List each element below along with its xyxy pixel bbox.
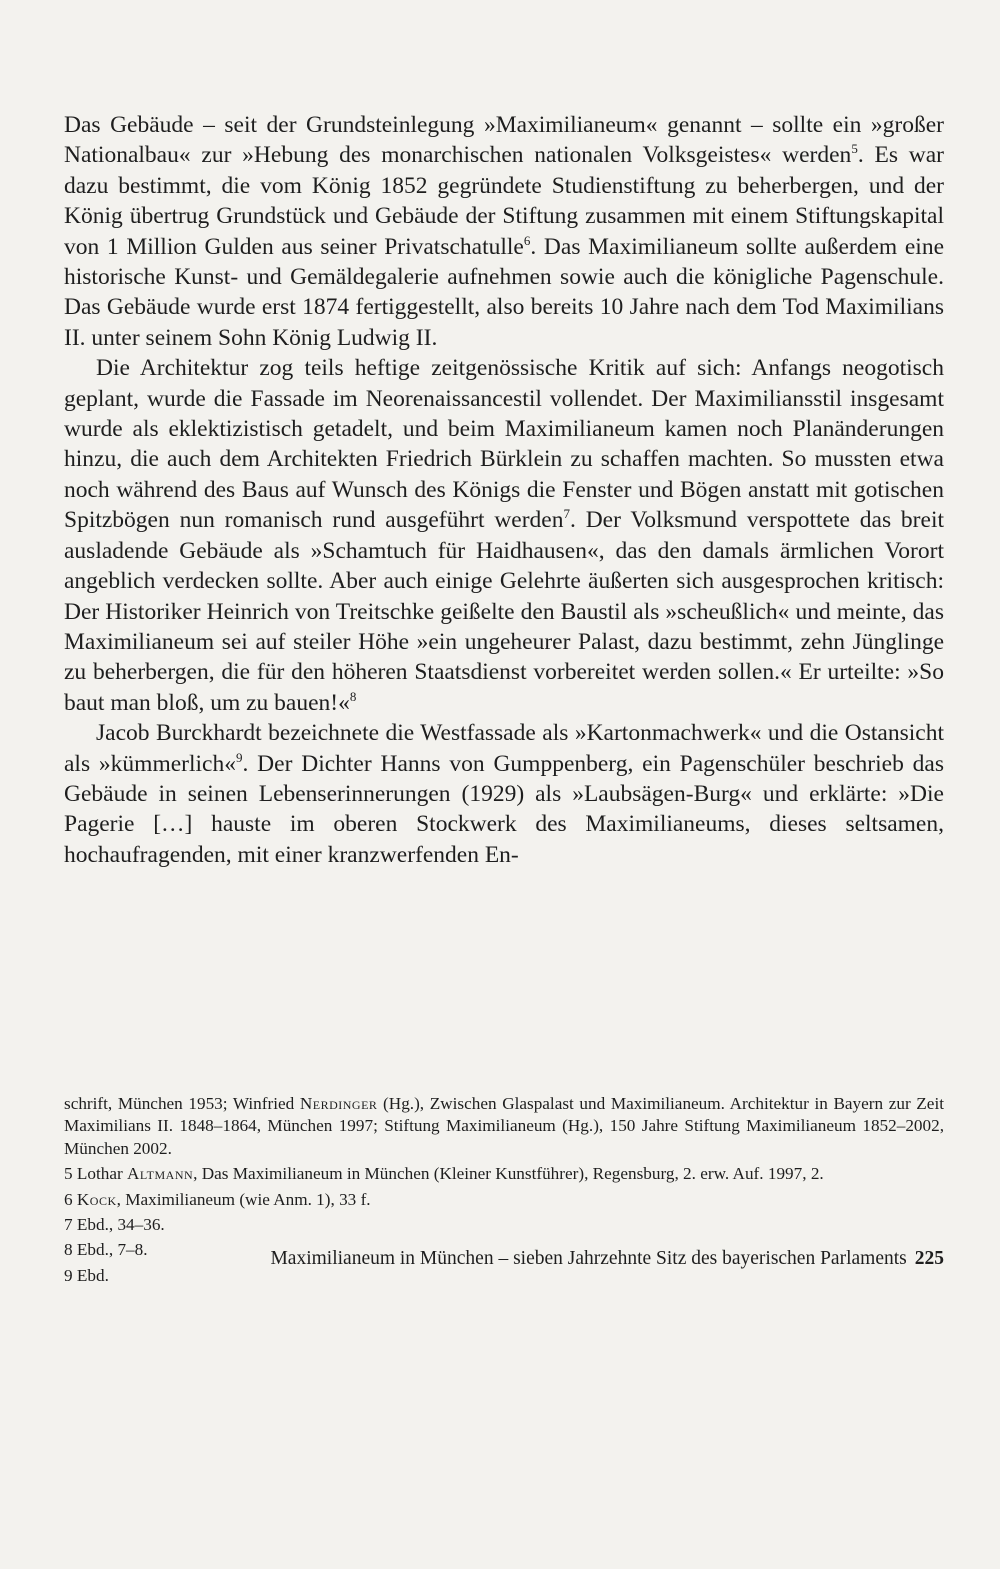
paragraph-3 — [64, 718, 944, 870]
footnote-7 — [64, 1214, 944, 1236]
page-number: 225 — [914, 1248, 944, 1269]
paragraph-3-part-b: . Der Dichter Hanns von Gumppenberg, ein Pagenschüler beschrieb das Gebäude in seinen Lebenserinnerungen (1929) als »Laubsägen-Burg« und erklärte: »Die Pagerie […] hauste im oberen Stockwerk des Maximilianeums, dieses seltsamen, hochaufragenden, mit einer kranzwerfenden En- — [64, 750, 944, 868]
footnote-5 — [64, 1163, 944, 1185]
footnote-ref-7: 7 — [563, 506, 570, 522]
footnote-author-nerdinger: Nerdinger — [299, 1094, 378, 1113]
footnote-continuation-text-a: schrift, München 1953; Winfried — [64, 1094, 300, 1113]
paragraph-2-part-a: Die Architektur zog teils heftige zeitgenössische Kritik auf sich: Anfangs neogotisch geplant, wurde die Fassade im Neorenaissancestil vollendet. Der Maximiliansstil insgesamt wurde als eklektizistisch getadelt, und beim Maximilianeum kamen noch Planänderungen hinzu, die auch dem Architekten Friedrich Bürklein zu schaffen machten. So mussten etwa noch während des Baus auf Wunsch des Königs die Fenster und Bögen anstatt mit gotischen Spitzbögen nun romanisch rund ausgeführt werden — [64, 355, 944, 534]
footnote-9-number: 9 — [64, 1265, 73, 1285]
paragraph-1-part-c: . Das Maximilianeum sollte außerdem eine historische Kunst- und Gemäldegalerie aufnehmen sowie auch die königliche Pagenschule. Das Gebäude wurde erst 1874 fertiggestellt, also bereits 10 Jahre nach dem Tod Maximilians II. unter seinem Sohn König Ludwig II. — [64, 233, 945, 351]
main-text — [64, 110, 944, 870]
footnote-9-text: Ebd. — [76, 1265, 109, 1285]
footnote-ref-9: 9 — [235, 749, 243, 765]
paragraph-3-part-a: Jacob Burckhardt bezeichnete die Westfassade als »Kartonmachwerk« und die Ostansicht als »kümmerlich« — [64, 720, 944, 777]
footnote-8-number: 8 — [64, 1240, 73, 1260]
paragraph-2 — [64, 353, 944, 718]
footnote-continuation — [64, 1093, 944, 1160]
footnote-7-text: Ebd., 34–36. — [76, 1215, 165, 1235]
footnote-ref-6: 6 — [523, 232, 531, 248]
footnote-6-author: Kock — [76, 1189, 117, 1209]
footnote-ref-5: 5 — [851, 141, 858, 157]
footnote-5-text-b: , Das Maximilianeum in München (Kleiner Kunstführer), Regensburg, 2. erw. Auf. 1997, 2. — [193, 1164, 824, 1184]
paragraph-2-part-b: . Der Volksmund verspottete das breit ausladende Gebäude als »Schamtuch für Haidhausen«, das den damals ärmlichen Vorort angeblich verdecken sollte. Aber auch einige Gelehrte äußerten sich ausgesprochen kritisch: Der Historiker Heinrich von Treitschke geißelte den Baustil als »scheußlich« und meinte, das Maximilianeum sei auf steiler Höhe »ein ungeheurer Palast, dazu bestimmt, zehn Jünglinge zu beherbergen, die für den höheren Staatsdienst vorbereitet werden sollen.« Er urteilte: »So baut man bloß, um zu bauen!« — [64, 507, 944, 716]
footnote-8-text: Ebd., 7–8. — [76, 1240, 148, 1260]
footnote-6-number: 6 — [64, 1189, 73, 1209]
footnote-5-author: Altmann — [127, 1164, 194, 1184]
running-title: Maximilianeum in München – sieben Jahrzehnte Sitz des bayerischen Parlaments — [270, 1248, 907, 1269]
paragraph-1-part-a: Das Gebäude – seit der Grundsteinlegung »Maximilianeum« genannt – sollte ein »großer Nationalbau« zur »Hebung des monarchischen nationalen Volksgeistes« werden — [64, 112, 944, 169]
footnote-6 — [64, 1189, 944, 1211]
footnote-6-text: , Maximilianeum (wie Anm. 1), 33 f. — [116, 1189, 371, 1209]
paragraph-1 — [64, 110, 944, 353]
footnote-ref-8: 8 — [349, 688, 357, 704]
footnote-continuation-text-b: (Hg.), Zwischen Glaspalast und Maximilianeum. Architektur in Bayern zur Zeit Maximilians II. 1848–1864, München 1997; Stiftung Maximilianeum (Hg.), 150 Jahre Stiftung Maximilianeum 1852–2002, München 2002. — [64, 1094, 944, 1158]
paragraph-1-part-b: . Es war dazu bestimmt, die vom König 1852 gegründete Studienstiftung zu beherbergen, und der König übertrug Grundstück und Gebäude der Stiftung zusammen mit einem Stiftungskapital von 1 Million Gulden aus seiner Privatschatulle — [64, 142, 944, 260]
page-footer — [64, 1248, 944, 1270]
footnote-7-number: 7 — [64, 1215, 73, 1235]
footnote-5-number: 5 — [64, 1164, 73, 1184]
footnote-5-text-a: Lothar — [76, 1164, 128, 1184]
